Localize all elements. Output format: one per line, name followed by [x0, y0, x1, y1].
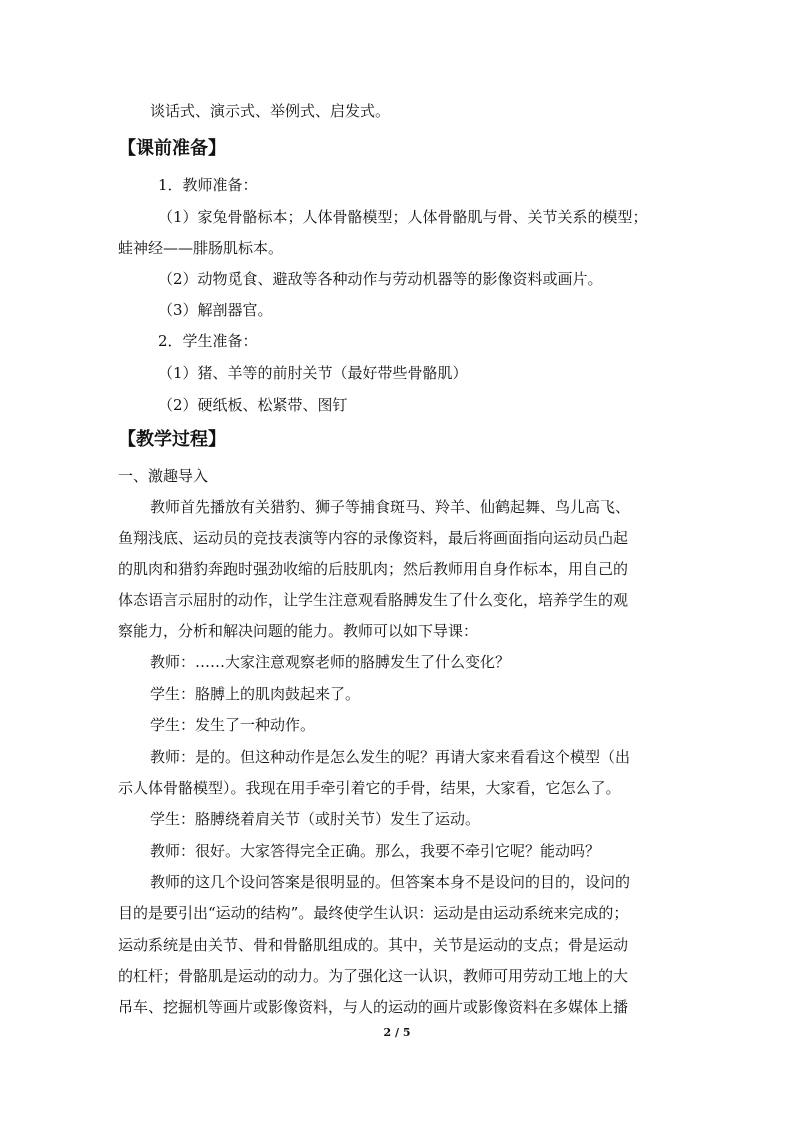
- dialogue-line: 教师：很好。大家答得完全正确。那么，我要不牵引它呢？能动吗？: [150, 842, 601, 860]
- list-item-student-prep-1: （1）猪、羊等的前肘关节（最好带些骨骼肌）: [158, 364, 468, 382]
- list-item-teacher-prep-1-cont: 蛙神经——腓肠肌标本。: [118, 239, 284, 257]
- dialogue-line: 学生：胳膊上的肌肉鼓起来了。: [150, 685, 361, 703]
- list-item-teacher-prep-3: （3）解剖器官。: [158, 301, 273, 319]
- paragraph-line: 目的是要引出“运动的结构”。最终使学生认识：运动是由运动系统来完成的；: [118, 904, 629, 922]
- paragraph-line: 的肌肉和猎豹奔跑时强劲收缩的后肢肌肉；然后教师用自身作标本，用自己的: [118, 560, 629, 578]
- list-item-teacher-prep-1: （1）家兔骨骼标本；人体骨骼模型；人体骨骼肌与骨、关节关系的模型；: [158, 208, 648, 226]
- paragraph-line: 体态语言示屈肘的动作，让学生注意观看胳膊发生了什么变化，培养学生的观: [118, 591, 629, 609]
- paragraph-line: 教师首先播放有关猎豹、狮子等捕食斑马、羚羊、仙鹤起舞、鸟儿高飞、: [150, 498, 631, 516]
- list-item-teacher-prep: 1．教师准备：: [158, 176, 258, 194]
- paragraph-line: 教师的这几个设问答案是很明显的。但答案本身不是设问的目的，设问的: [150, 873, 631, 891]
- paragraph-line: 吊车、挖掘机等画片或影像资料，与人的运动的画片或影像资料在多媒体上播: [118, 998, 629, 1016]
- dialogue-line: 教师：是的。但这种动作是怎么发生的呢？再请大家来看看这个模型（出: [150, 748, 631, 766]
- list-item-student-prep-2: （2）硬纸板、松紧带、图钉: [158, 396, 348, 414]
- paragraph-line: 的杠杆；骨骼肌是运动的动力。为了强化这一认识，教师可用劳动工地上的大: [118, 967, 629, 985]
- paragraph-teaching-methods: 谈话式、演示式、举例式、启发式。: [150, 102, 391, 120]
- subsection-heading-intro: 一、激趣导入: [118, 467, 209, 485]
- section-heading-preparation: 【课前准备】: [118, 138, 226, 159]
- paragraph-line: 运动系统是由关节、骨和骨骼肌组成的。其中，关节是运动的支点；骨是运动: [118, 936, 629, 954]
- page-number: 2 / 5: [383, 1026, 411, 1039]
- list-item-student-prep: 2．学生准备：: [158, 332, 258, 350]
- dialogue-line: 教师：……大家注意观察老师的胳膊发生了什么变化？: [150, 653, 511, 671]
- paragraph-line: 鱼翔浅底、运动员的竞技表演等内容的录像资料，最后将画面指向运动员凸起: [118, 529, 629, 547]
- dialogue-line: 学生：发生了一种动作。: [150, 716, 316, 734]
- section-heading-process: 【教学过程】: [118, 429, 226, 450]
- dialogue-line-cont: 示人体骨骼模型）。我现在用手牵引着它的手骨，结果，大家看，它怎么了。: [118, 779, 621, 797]
- paragraph-line: 察能力，分析和解决问题的能力。教师可以如下导课：: [118, 622, 479, 640]
- list-item-teacher-prep-2: （2）动物觅食、避敌等各种动作与劳动机器等的影像资料或画片。: [158, 270, 603, 288]
- dialogue-line: 学生：胳膊绕着肩关节（或肘关节）发生了运动。: [150, 810, 481, 828]
